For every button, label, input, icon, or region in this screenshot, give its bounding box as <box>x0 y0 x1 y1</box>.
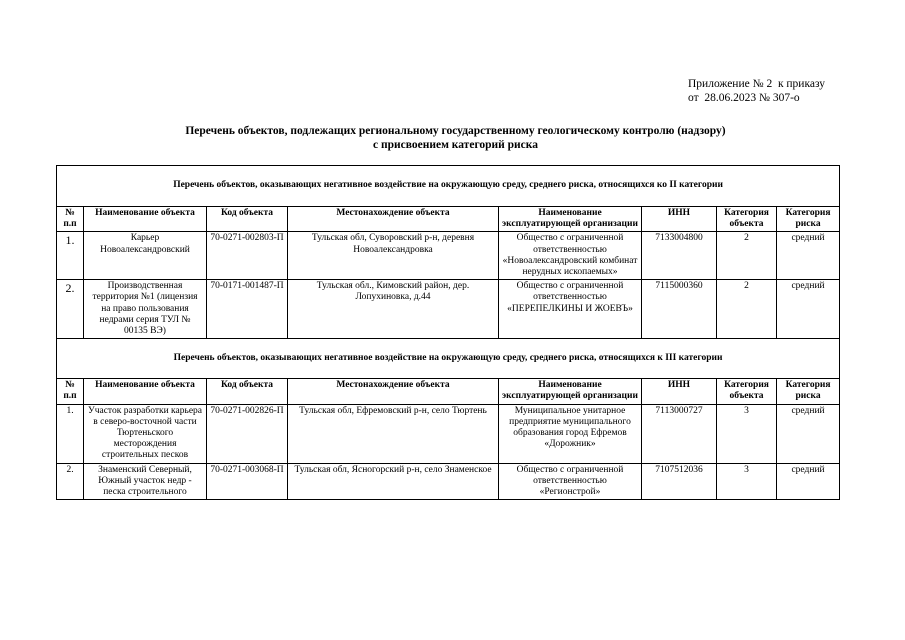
table-row <box>57 280 840 339</box>
table-row <box>57 232 840 280</box>
row-object-category: 3 <box>717 463 777 500</box>
header-num: № п.п <box>57 207 84 232</box>
section-heading-row <box>57 339 840 379</box>
row-num: 1. <box>57 404 84 463</box>
row-num: 2. <box>57 463 84 500</box>
header-object-category: Категория объекта <box>717 207 777 232</box>
objects-table <box>56 165 840 500</box>
header-object-category: Категория объекта <box>717 379 777 404</box>
section-heading: Перечень объектов, оказывающих негативное воздействие на окружающую среду, среднего риска, относящихся к III категории <box>57 339 840 379</box>
header-risk-category: Категория риска <box>777 379 840 404</box>
header-risk-category: Категория риска <box>777 207 840 232</box>
section-heading: Перечень объектов, оказывающих негативное воздействие на окружающую среду, среднего риска, относящихся ко II категории <box>57 166 840 207</box>
row-num: 2. <box>57 280 84 339</box>
row-object-category: 2 <box>717 232 777 280</box>
row-name: Производственная территория №1 (лицензия на право пользования недрами серия ТУЛ № 00135 ВЭ) <box>84 280 207 339</box>
row-name: Карьер Новоалександровский <box>84 232 207 280</box>
header-num: № п.п <box>57 379 84 404</box>
row-location: Тульская обл., Кимовский район, дер. Лопухиновка, д.44 <box>288 280 499 339</box>
appendix-note <box>688 77 825 105</box>
section-heading-row <box>57 166 840 207</box>
row-name: Участок разработки карьера в северо-восточной части Тюртеньского месторождения строительных песков <box>84 404 207 463</box>
row-org: Общество с ограниченной ответственностью «Регионстрой» <box>499 463 642 500</box>
row-num: 1. <box>57 232 84 280</box>
row-location: Тульская обл, Ефремовский р-н, село Тюртень <box>288 404 499 463</box>
row-code: 70-0271-003068-П <box>207 463 288 500</box>
table-row <box>57 404 840 463</box>
title-line-1: Перечень объектов, подлежащих региональному государственному геологическому контролю (надзору) <box>185 125 726 137</box>
row-inn: 7115000360 <box>642 280 717 339</box>
row-org: Общество с ограниченной ответственностью «Новоалександровский комбинат нерудных ископаемых» <box>499 232 642 280</box>
appendix-line-2: от 28.06.2023 № 307-о <box>688 92 800 104</box>
table-header-row <box>57 207 840 232</box>
row-location: Тульская обл, Суворовский р-н, деревня Новоалександровка <box>288 232 499 280</box>
header-location: Местонахождение объекта <box>288 207 499 232</box>
header-org: Наименование эксплуатирующей организации <box>499 207 642 232</box>
header-org: Наименование эксплуатирующей организации <box>499 379 642 404</box>
row-object-category: 2 <box>717 280 777 339</box>
document-title <box>0 124 905 152</box>
header-code: Код объекта <box>207 207 288 232</box>
header-name: Наименование объекта <box>84 207 207 232</box>
row-inn: 7107512036 <box>642 463 717 500</box>
row-code: 70-0171-001487-П <box>207 280 288 339</box>
row-name: Знаменский Северный, Южный участок недр - песка строительного <box>84 463 207 500</box>
row-risk-category: средний <box>777 232 840 280</box>
row-org: Муниципальное унитарное предприятие муниципального образования город Ефремов «Дорожник» <box>499 404 642 463</box>
table-header-row <box>57 379 840 404</box>
header-code: Код объекта <box>207 379 288 404</box>
row-code: 70-0271-002803-П <box>207 232 288 280</box>
title-line-2: с присвоением категорий риска <box>373 139 538 151</box>
row-risk-category: средний <box>777 404 840 463</box>
header-name: Наименование объекта <box>84 379 207 404</box>
header-inn: ИНН <box>642 379 717 404</box>
appendix-line-1: Приложение № 2 к приказу <box>688 78 826 90</box>
row-org: Общество с ограниченной ответственностью «ПЕРЕПЕЛКИНЫ И ЖОЕВЪ» <box>499 280 642 339</box>
row-risk-category: средний <box>777 280 840 339</box>
header-inn: ИНН <box>642 207 717 232</box>
table-row <box>57 463 840 500</box>
row-risk-category: средний <box>777 463 840 500</box>
header-location: Местонахождение объекта <box>288 379 499 404</box>
row-inn: 7133004800 <box>642 232 717 280</box>
row-code: 70-0271-002826-П <box>207 404 288 463</box>
row-inn: 7113000727 <box>642 404 717 463</box>
row-object-category: 3 <box>717 404 777 463</box>
row-location: Тульская обл, Ясногорский р-н, село Знаменское <box>288 463 499 500</box>
